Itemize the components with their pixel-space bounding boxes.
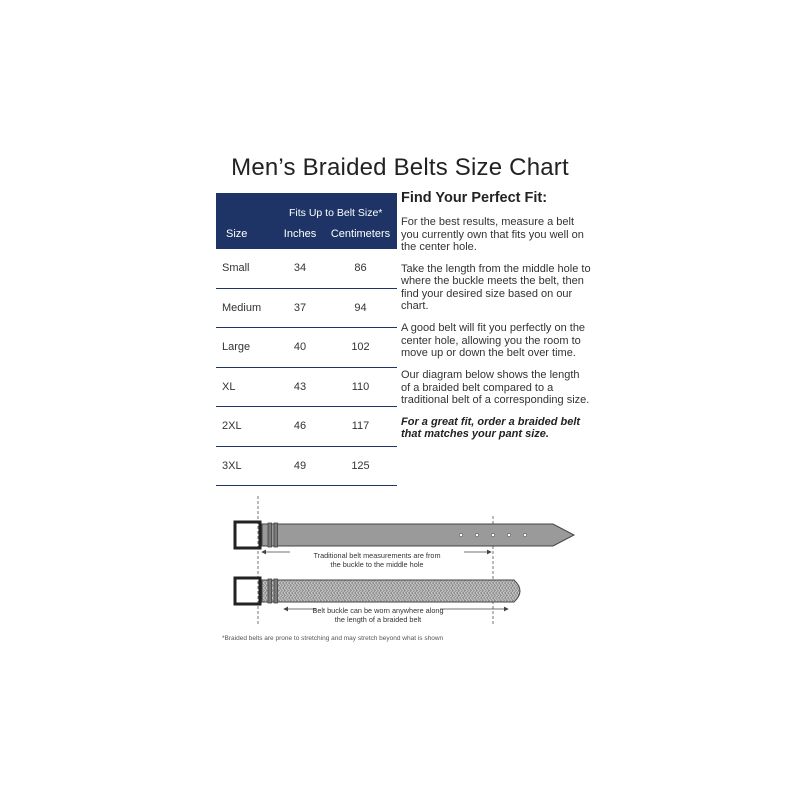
row-centimeters: 117 xyxy=(324,407,397,447)
column-header-inches: Inches xyxy=(276,219,324,249)
size-chart-table xyxy=(216,193,397,486)
table-row xyxy=(216,446,397,486)
row-inches: 37 xyxy=(276,288,324,328)
row-inches: 40 xyxy=(276,328,324,368)
braided-caption-line1: Belt buckle can be worn anywhere along xyxy=(312,606,444,615)
fit-guide xyxy=(401,192,591,451)
row-inches: 46 xyxy=(276,407,324,447)
fit-guide-paragraph: A good belt will fit you perfectly on the center hole, allowing you the room to move up or down the belt over time. xyxy=(401,322,586,359)
table-header-top xyxy=(216,193,397,219)
table-row xyxy=(216,288,397,328)
row-inches: 34 xyxy=(276,249,324,288)
table-row xyxy=(216,407,397,447)
fit-guide-paragraph: For the best results, measure a belt you currently own that fits you well on the center hole. xyxy=(401,216,584,253)
fits-up-to-label: Fits Up to Belt Size* xyxy=(216,193,397,219)
row-size: Large xyxy=(216,328,276,368)
traditional-caption-line2: the buckle to the middle hole xyxy=(330,560,424,569)
braided-caption-line2: the length of a braided belt xyxy=(334,615,422,624)
row-centimeters: 125 xyxy=(324,446,397,486)
row-centimeters: 94 xyxy=(324,288,397,328)
row-size: 2XL xyxy=(216,407,276,447)
fit-guide-emphasis: For a great fit, order a braided belt that matches your pant size. xyxy=(401,416,581,441)
footnote: *Braided belts are prone to stretching and may stretch beyond what is shown xyxy=(222,635,444,642)
table-row xyxy=(216,328,397,368)
row-centimeters: 86 xyxy=(324,249,397,288)
page-title: Men’s Braided Belts Size Chart xyxy=(231,154,569,181)
fit-guide-paragraph: Our diagram below shows the length of a braided belt compared to a traditional belt of a corresponding size. xyxy=(401,369,590,406)
row-inches: 43 xyxy=(276,367,324,407)
column-header-centimeters: Centimeters xyxy=(324,219,397,249)
column-header-size: Size xyxy=(216,219,276,249)
row-inches: 49 xyxy=(276,446,324,486)
row-centimeters: 110 xyxy=(324,367,397,407)
traditional-caption-line1: Traditional belt measurements are from xyxy=(313,551,441,560)
row-size: 3XL xyxy=(216,446,276,486)
table-row xyxy=(216,249,397,288)
row-size: Small xyxy=(216,249,276,288)
row-size: Medium xyxy=(216,288,276,328)
fit-guide-heading: Find Your Perfect Fit: xyxy=(401,190,548,206)
fit-guide-paragraph: Take the length from the middle hole to where the buckle meets the belt, then find your desired size based on our chart. xyxy=(401,263,591,313)
table-header-columns xyxy=(216,219,397,249)
braided-belt xyxy=(235,578,520,604)
table-row xyxy=(216,367,397,407)
row-size: XL xyxy=(216,367,276,407)
belt-comparison-diagram xyxy=(218,488,578,633)
row-centimeters: 102 xyxy=(324,328,397,368)
traditional-belt xyxy=(235,522,574,548)
